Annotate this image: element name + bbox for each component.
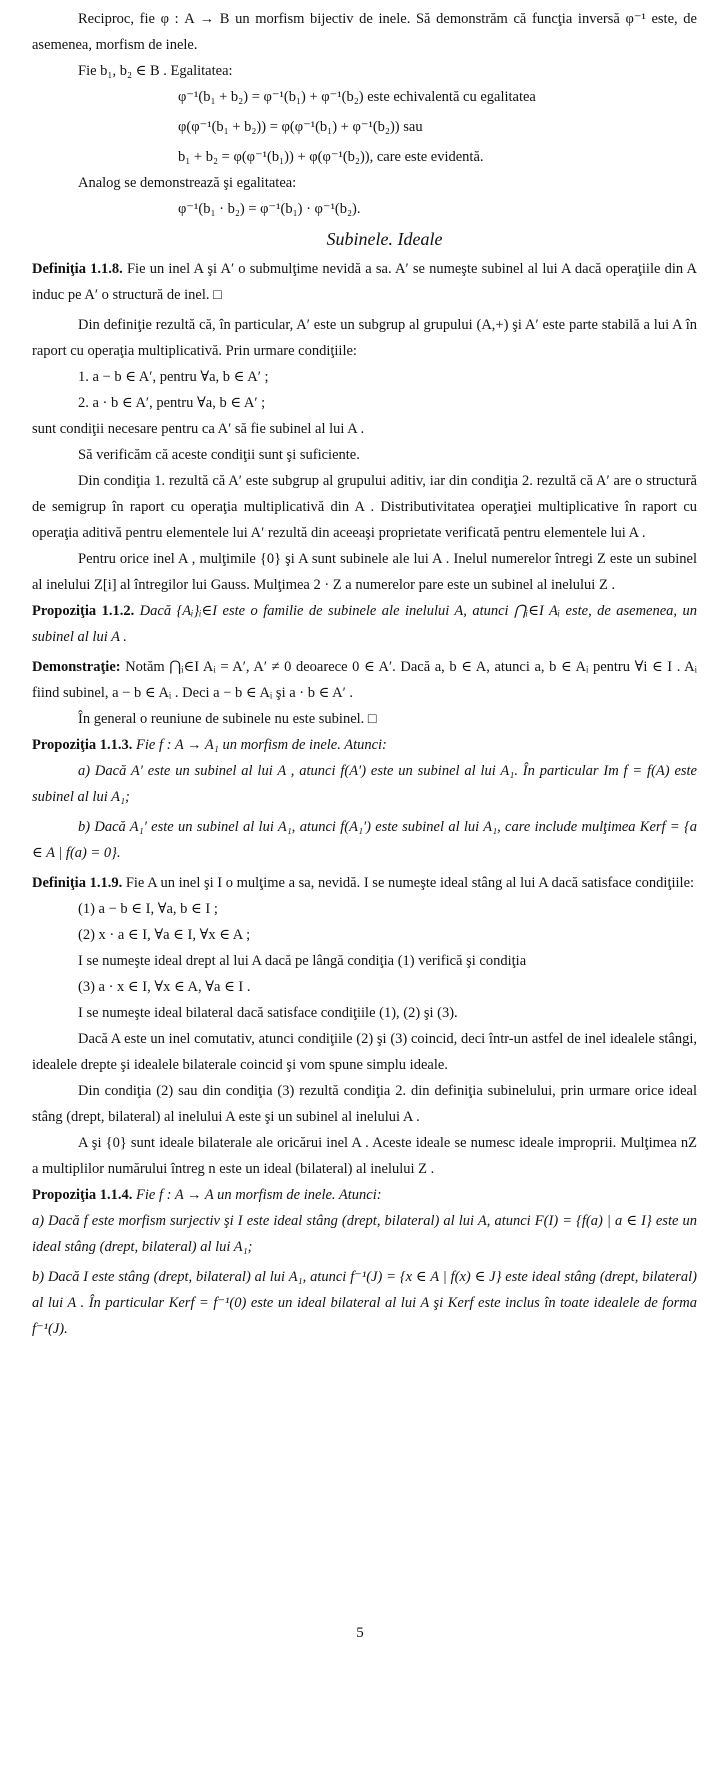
- paragraph: I se numeşte ideal bilateral dacă satisface condiţiile (1), (2) şi (3).: [78, 1005, 458, 1021]
- proof-label: Demonstraţie:: [32, 659, 121, 675]
- definition-1-1-8: [32, 256, 697, 308]
- proposition-1-1-4: [32, 1182, 697, 1208]
- definition-label: Definiţia 1.1.9.: [32, 875, 123, 891]
- paragraph: Fie b₁, b₂ ∈ B . Egalitatea:: [78, 63, 233, 79]
- page-number: 5: [356, 1625, 364, 1641]
- paragraph: În general o reuniune de subinele nu este subinel. □: [78, 711, 377, 727]
- paragraph: Pentru orice inel A , mulţimile {0} şi A sunt subinele ale lui A . Inelul numerelor întregi Z este un subinel al inelului Z[i] al întregilor lui Gauss. Mulţimea 2 · Z a numerelor pare este un subinel al inelului Z .: [32, 551, 697, 593]
- equation: φ(φ⁻¹(b₁ + b₂)) = φ(φ⁻¹(b₁) + φ⁻¹(b₂)) sau: [178, 119, 423, 135]
- equation: φ⁻¹(b₁ · b₂) = φ⁻¹(b₁) · φ⁻¹(b₂).: [178, 201, 361, 217]
- definition-label: Definiţia 1.1.8.: [32, 261, 123, 277]
- proposition-item: a) Dacă f este morfism surjectiv şi I este ideal stâng (drept, bilateral) al lui A, atunci F(I) = {f(a) | a ∈ I} este un ideal stâng (drept, bilateral) al lui A₁;: [32, 1213, 697, 1255]
- paragraph: Dacă A este un inel comutativ, atunci condiţiile (2) şi (3) coincid, deci într-un astfel de inel idealele stângi, idealele drepte şi idealele bilaterale coincid şi vom spune simplu ideale.: [32, 1031, 697, 1073]
- condition-item: (1) a − b ∈ I, ∀a, b ∈ I ;: [78, 901, 218, 917]
- proof-text: Notăm ⋂ᵢ∈I Aᵢ = A′, A′ ≠ 0 deoarece 0 ∈ A′. Dacă a, b ∈ A, atunci a, b ∈ Aᵢ pentru ∀i ∈ I . Aᵢ fiind subinel, a − b ∈ Aᵢ . Deci a − b ∈ Aᵢ şi a · b ∈ A′ .: [32, 659, 697, 701]
- proposition-item: b) Dacă A₁′ este un subinel al lui A₁, atunci f(A₁′) este subinel al lui A₁, care include mulţimea Kerf = {a ∈ A | f(a) = 0}.: [32, 819, 697, 861]
- proposition-item: a) Dacă A′ este un subinel al lui A , atunci f(A′) este un subinel al lui A₁. În particular Im f = f(A) este subinel al lui A₁;: [32, 763, 697, 805]
- proposition-label: Propoziţia 1.1.3.: [32, 737, 133, 753]
- condition-item: (2) x · a ∈ I, ∀a ∈ I, ∀x ∈ A ;: [78, 927, 251, 943]
- paragraph: Analog se demonstrează şi egalitatea:: [78, 175, 297, 191]
- definition-1-1-9: [32, 870, 697, 896]
- proposition-text: Fie f : A → A un morfism de inele. Atunci:: [132, 1187, 382, 1203]
- condition-item: 2. a · b ∈ A′, pentru ∀a, b ∈ A′ ;: [78, 395, 266, 411]
- proposition-item: b) Dacă I este stâng (drept, bilateral) al lui A₁, atunci f⁻¹(J) = {x ∈ A | f(x) ∈ J} este ideal stâng (drept, bilateral) al lui A . În particular Kerf = f⁻¹(0) este un ideal bilateral al lui A şi Kerf este inclus în toate idealele de forma f⁻¹(J).: [32, 1269, 697, 1337]
- proposition-1-1-2: [32, 598, 697, 650]
- paragraph: Din condiţia 1. rezultă că A′ este subgrup al grupului aditiv, iar din condiţia 2. rezultă că A′ are o structură de semigrup în raport cu operaţia multiplicativă din A . Distributivitatea operaţiei multiplicative în raport cu operaţia aditivă pentru elementele lui A′ rezultă din aceeaşi proprietate verificată pentru elementele lui A .: [32, 473, 697, 541]
- proposition-text: Dacă {Aᵢ}ᵢ∈I este o familie de subinele ale inelului A, atunci ⋂ᵢ∈I Aᵢ este, de asemenea, un subinel al lui A .: [32, 603, 697, 645]
- definition-text: Fie un inel A şi A′ o submulţime nevidă a sa. A′ se numeşte subinel al lui A dacă operaţiile din A induc pe A′ o structură de inel. □: [32, 261, 698, 303]
- condition-item: 1. a − b ∈ A′, pentru ∀a, b ∈ A′ ;: [78, 369, 269, 385]
- definition-text: Fie A un inel şi I o mulţime a sa, nevidă. I se numeşte ideal stâng al lui A dacă satisface condiţiile:: [122, 875, 695, 891]
- paragraph: Din definiţie rezultă că, în particular, A′ este un subgrup al grupului (A,+) şi A′ este parte stabilă a lui A în raport cu operaţia multiplicativă. Prin urmare condiţiile:: [32, 317, 697, 359]
- paragraph: I se numeşte ideal drept al lui A dacă pe lângă condiţia (1) verifică şi condiţia: [78, 953, 527, 969]
- section-title: Subinele. Ideale: [326, 229, 443, 249]
- paragraph: Reciproc, fie φ : A → B un morfism bijectiv de inele. Să demonstrăm că funcţia inversă φ⁻¹ este, de asemenea, morfism de inele.: [32, 11, 697, 53]
- condition-item: (3) a · x ∈ I, ∀x ∈ A, ∀a ∈ I .: [78, 979, 251, 995]
- equation: b₁ + b₂ = φ(φ⁻¹(b₁)) + φ(φ⁻¹(b₂)), care este evidentă.: [178, 149, 484, 165]
- proposition-label: Propoziţia 1.1.2.: [32, 603, 135, 619]
- document-page: [32, 0, 697, 1342]
- paragraph: Din condiţia (2) sau din condiţia (3) rezultă condiţia 2. din definiţia subinelului, prin urmare orice ideal stâng (drept, bilateral) al inelului A este şi un subinel al inelului A .: [32, 1083, 697, 1125]
- proposition-1-1-3: [32, 732, 697, 758]
- paragraph: sunt condiţii necesare pentru ca A′ să fie subinel al lui A .: [32, 421, 365, 437]
- proof: [32, 654, 697, 706]
- proposition-text: Fie f : A → A₁ un morfism de inele. Atunci:: [132, 737, 387, 753]
- proposition-label: Propoziţia 1.1.4.: [32, 1187, 133, 1203]
- paragraph: A şi {0} sunt ideale bilaterale ale oricărui inel A . Aceste ideale se numesc ideale improprii. Mulţimea nZ a multiplilor numărului întreg n este un ideal (bilateral) al inelului Z .: [32, 1135, 697, 1177]
- paragraph: Să verificăm că aceste condiţii sunt şi suficiente.: [78, 447, 360, 463]
- equation: φ⁻¹(b₁ + b₂) = φ⁻¹(b₁) + φ⁻¹(b₂) este echivalentă cu egalitatea: [178, 89, 536, 105]
